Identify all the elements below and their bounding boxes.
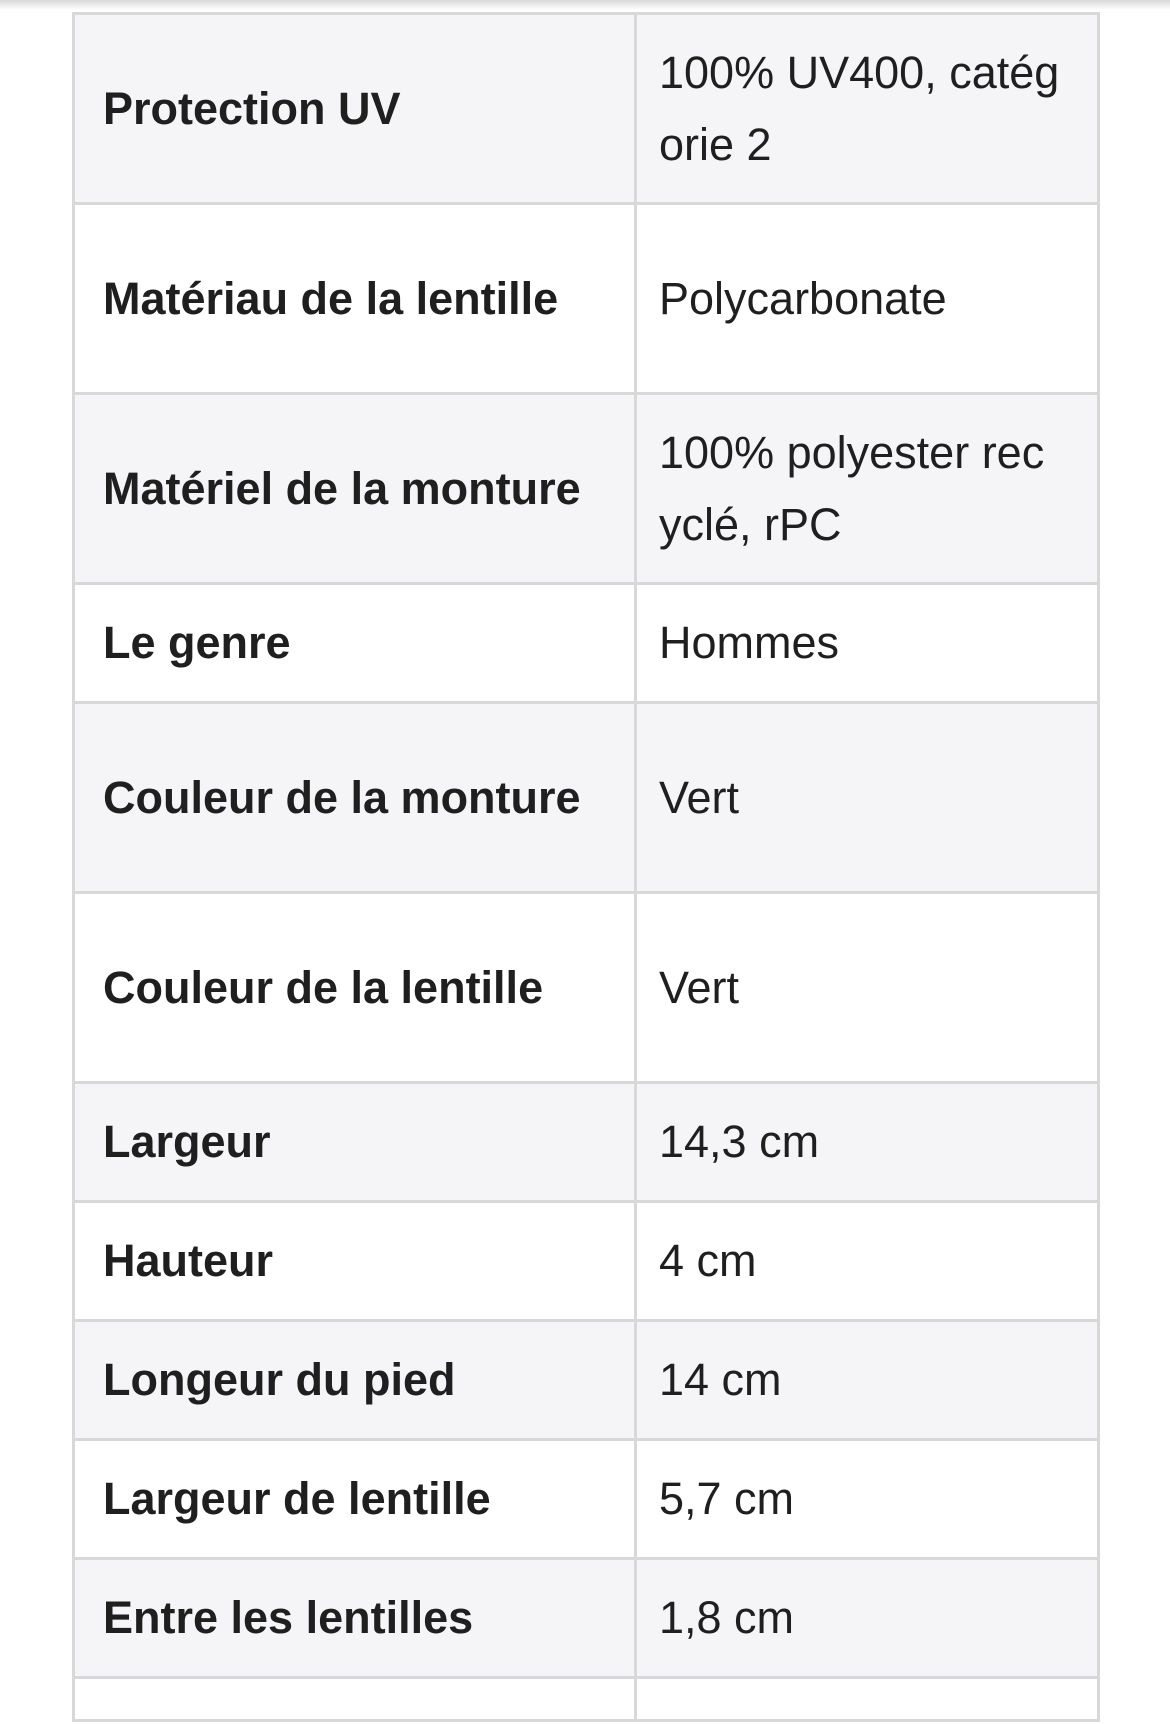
spec-label: Matériau de la lentille: [74, 204, 636, 394]
spec-value: 14 cm: [636, 1321, 1099, 1440]
spec-value: 14,3 cm: [636, 1083, 1099, 1202]
spec-value: 1,8 cm: [636, 1559, 1099, 1678]
top-bar-shadow: [0, 0, 1170, 10]
spec-value: Polycarbonate: [636, 204, 1099, 394]
spec-label: Hauteur: [74, 1202, 636, 1321]
spec-row-frame-color: [74, 703, 1099, 893]
product-specifications-table: [72, 12, 1100, 1722]
spec-value: 5,7 cm: [636, 1440, 1099, 1559]
spec-row-uv-protection: [74, 14, 1099, 204]
spec-value: 4 cm: [636, 1202, 1099, 1321]
spec-label: Couleur de la lentille: [74, 893, 636, 1083]
spec-row-cut-off: [74, 1678, 1099, 1721]
spec-value: Vert: [636, 893, 1099, 1083]
spec-label: Protection UV: [74, 14, 636, 204]
spec-row-frame-material: [74, 394, 1099, 584]
spec-label: Matériel de la monture: [74, 394, 636, 584]
spec-label: Le genre: [74, 584, 636, 703]
spec-value-empty: [636, 1678, 1099, 1721]
spec-row-lens-material: [74, 204, 1099, 394]
spec-value: Hommes: [636, 584, 1099, 703]
spec-row-bridge-width: [74, 1559, 1099, 1678]
spec-row-gender: [74, 584, 1099, 703]
spec-label: Longeur du pied: [74, 1321, 636, 1440]
spec-value: 100% UV400, catég orie 2: [636, 14, 1099, 204]
spec-row-lens-width: [74, 1440, 1099, 1559]
spec-value: 100% polyester rec yclé, rPC: [636, 394, 1099, 584]
spec-label: Largeur de lentille: [74, 1440, 636, 1559]
spec-label-empty: [74, 1678, 636, 1721]
spec-row-width: [74, 1083, 1099, 1202]
spec-row-lens-color: [74, 893, 1099, 1083]
spec-row-height: [74, 1202, 1099, 1321]
spec-row-temple-length: [74, 1321, 1099, 1440]
spec-label: Largeur: [74, 1083, 636, 1202]
spec-label: Entre les lentilles: [74, 1559, 636, 1678]
spec-value: Vert: [636, 703, 1099, 893]
spec-label: Couleur de la monture: [74, 703, 636, 893]
